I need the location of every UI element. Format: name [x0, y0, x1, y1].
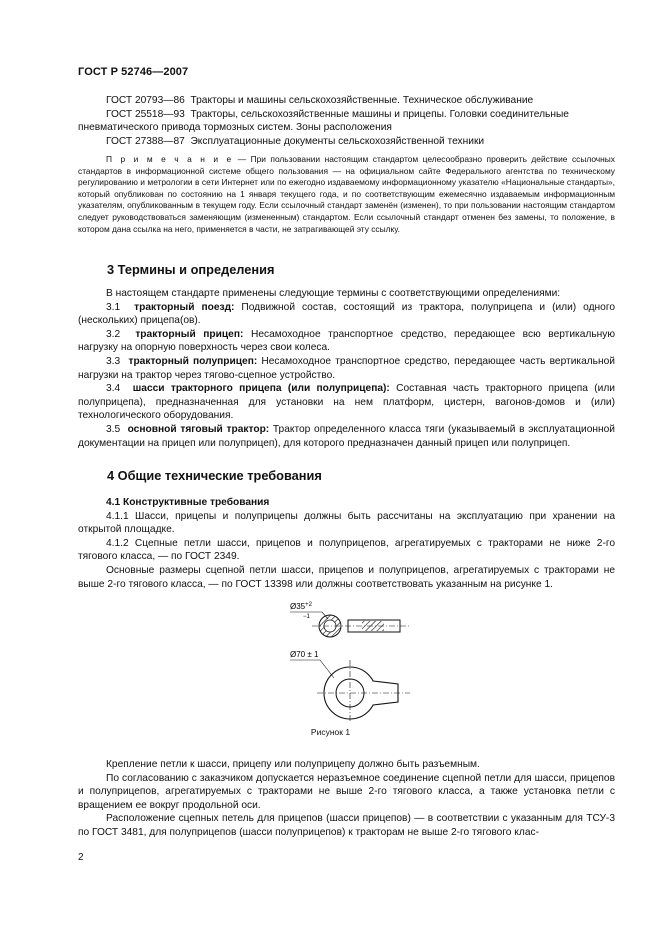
section-3-body [78, 287, 615, 450]
term-3-5: 3.5 основной тяговый трактор: Трактор определенного класса тяги (указываемый в эксплуатационной документации на прицеп или полуприцеп), для которого предназначен данный прицеп или полуприцеп. [78, 423, 615, 449]
document-header: ГОСТ Р 52746—2007 [78, 66, 189, 78]
term-3-3: 3.3 тракторный полуприцеп: Несамоходное транспортное средство, передающее часть вертикальной нагрузки на трактор через тягово-сцепное устройство. [78, 355, 615, 381]
coupling-loop-drawing [270, 596, 430, 721]
note-text: — При пользовании настоящим стандартом целесообразно проверить действие ссылочных стандартов в информационной системе общего пользования — на официальном сайте Федерального агентства по техническому регулированию и метрологии в сети Интернет или по ежегодно издаваемому информационному указателю «Национальные стандарты», который опубликован по состоянию на 1 января текущего года, и по соответствующим ежемесячно издаваемым информационным указателям, опубликованным в текущем году. Если ссылочный стандарт заменён (изменен), то при пользовании настоящим стандартом следует руководствоваться заменяющим (измененным) стандартом. Если ссылочный стандарт отменен без замены, то положение, в котором дана ссылка на него, применяется в части, не затрагивающей эту ссылку. [78, 154, 615, 234]
term-3-4: 3.4 шасси тракторного прицепа (или полуприцепа): Составная часть тракторного прицепа (или полуприцепа), предназначенная для установки на нем платформ, цистерн, вагонов-домов и (или) технологического оборудования. [78, 383, 615, 422]
section-3-title: 3 Термины и определения [107, 262, 275, 277]
paragraph-location: Расположение сцепных петель для прицепов (шасси прицепов) — в соответствии с указанным для ТСУ-3 по ГОСТ 3481, для полуприцепов (шасси полуприцепов) к тракторам не выше 2-го тягового клас- [78, 813, 615, 838]
references-list [78, 94, 615, 148]
subsection-4-1-title: 4.1 Конструктивные требования [106, 497, 270, 508]
section-4-body [78, 496, 615, 591]
paragraph-fixing: Крепление петли к шасси, прицепу или полуприцепу должно быть разъемным. [106, 759, 480, 770]
term-3-1: 3.1 тракторный поезд: Подвижной состав, состоящий из трактора, полуприцепа и (или) одного (нескольких) прицепа(ов). [78, 301, 615, 327]
section-4-title: 4 Общие технические требования [107, 468, 322, 483]
reference-item: ГОСТ 20793—86 Тракторы и машины сельскохозяйственные. Техническое обслуживание [106, 95, 534, 106]
paragraph-agreement: По согласованию с заказчиком допускается неразъемное соединение сцепной петли для шасси, прицепов и полуприцепов, агрегатируемых с тракторами не выше 2-го тягового класса, а также установка петли с вращением ее вокруг продольной оси. [78, 772, 615, 811]
paragraph-sizes: Основные размеры сцепной петли шасси, прицепов и полуприцепов, агрегатируемых с тракторами не выше 2-го тягового класса, — по ГОСТ 13398 или должны соответствовать указанным на рисунке 1. [78, 564, 615, 590]
note-label: П р и м е ч а н и е [106, 154, 234, 164]
term-3-2: 3.2 тракторный прицеп: Несамоходное транспортное средство, передающее всю вертикальную нагрузку на опорную поверхность через свои колеса. [78, 328, 615, 354]
reference-item-continuation: пневматического привода тормозных систем. Зоны расположения [78, 122, 392, 134]
page-number: 2 [78, 852, 84, 863]
figure-1-drawing [270, 596, 430, 746]
dim-diameter-35: $Ø35^{+2}$ [290, 602, 312, 611]
section-3-intro: В настоящем стандарте применены следующие термины с соответствующими определениями: [106, 288, 561, 299]
dim-diameter-35-lower: −1 [303, 614, 310, 620]
section-view [290, 602, 410, 637]
reference-item: ГОСТ 25518—93 Тракторы, сельскохозяйственные машины и прицепы. Головки соединительные [106, 108, 569, 120]
plan-view [290, 650, 410, 721]
dim-diameter-70: Ø70 ± 1 [290, 650, 319, 659]
paragraph-4-1-1: 4.1.1 Шасси, прицепы и полуприцепы должны быть рассчитаны на эксплуатацию при хранении на открытой площадке. [78, 510, 615, 536]
figure-1-caption: Рисунок 1 [310, 727, 351, 737]
section-4-body-continued [78, 758, 615, 840]
note-block [78, 154, 615, 235]
paragraph-4-1-2: 4.1.2 Сцепные петли шасси, прицепов и полуприцепов, агрегатируемых с тракторами не ниже 2-го тягового класса, — по ГОСТ 2349. [78, 537, 615, 563]
reference-item: ГОСТ 27388—87 Эксплуатационные документы сельскохозяйственной техники [106, 135, 485, 147]
